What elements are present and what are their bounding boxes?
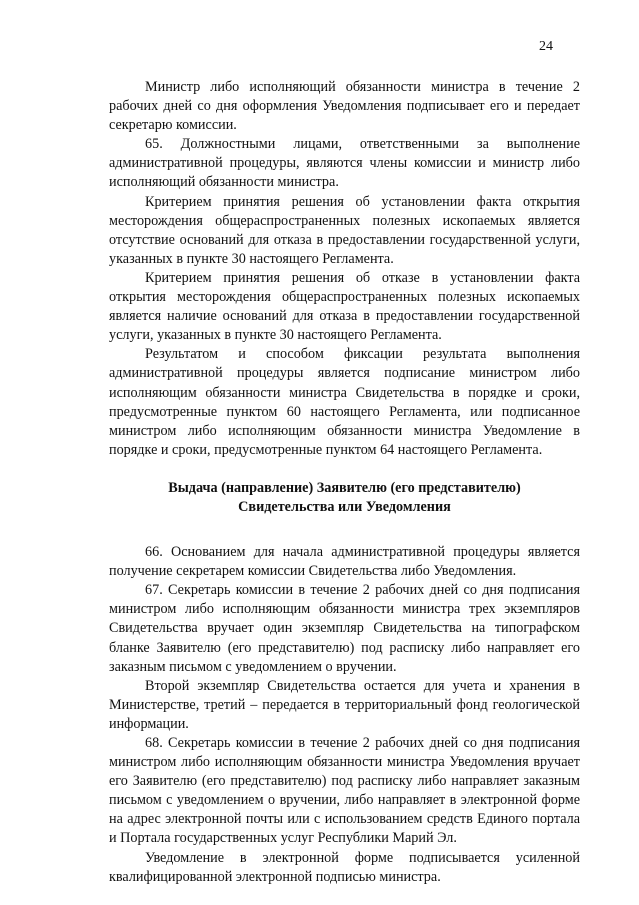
- section-approval-criteria: [109, 78, 580, 460]
- paragraph-result-fixation: Результатом и способом фиксации результата выполнения административной процедуры является подписание министром либо исполняющим обязанности министра Свидетельства в порядке и сроки, предусмотренные пунктом 60 настоящего Регламента, или подписанное министром либо исполняющим обязанности министра Уведомление в порядке и сроки, предусмотренные пунктом 64 настоящего Регламента.: [109, 346, 580, 458]
- section-heading-line-1: Выдача (направление) Заявителю (его представителю): [168, 479, 521, 496]
- section-heading: [109, 479, 580, 517]
- paragraph-68-notice-delivery: 68. Секретарь комиссии в течение 2 рабочих дней со дня подписания министром либо исполняющим обязанности министра Уведомления вручает его Заявителю (его представителю) под расписку либо направляет заказным письмом с уведомлением о вручении, либо направляет в электронной форме на адрес электронной почты или с использованием средств Единого портала и Портала государственных услуг Республики Марий Эл.: [109, 735, 580, 847]
- paragraph-electronic-signature: Уведомление в электронной форме подписывается усиленной квалифицированной электронной подписью министра.: [109, 849, 580, 885]
- paragraph-minister-signs: Министр либо исполняющий обязанности министра в течение 2 рабочих дней со дня оформления Уведомления подписывает его и передает секретарю комиссии.: [109, 79, 580, 134]
- paragraph-65-responsible-officials: 65. Должностными лицами, ответственными за выполнение административной процедуры, являются члены комиссии и министр либо исполняющий обязанности министра.: [109, 136, 580, 191]
- section-heading-line-2: Свидетельства или Уведомления: [238, 498, 451, 515]
- paragraph-criterion-establishment: Критерием принятия решения об установлении факта открытия месторождения общераспространенных полезных ископаемых является отсутствие оснований для отказа в предоставлении государственной услуги, указанных в пункте 30 настоящего Регламента.: [109, 193, 580, 267]
- page-number: 24: [539, 39, 553, 54]
- paragraph-66-basis: 66. Основанием для начала административной процедуры является получение секретарем комиссии Свидетельства либо Уведомления.: [109, 544, 580, 580]
- section-issuance: [109, 543, 580, 887]
- document-body: [109, 78, 580, 887]
- paragraph-67-certificate-delivery: 67. Секретарь комиссии в течение 2 рабочих дней со дня подписания министром либо исполняющим обязанности министра трех экземпляров Свидетельства вручает один экземпляр Свидетельства на типографском бланке Заявителю (его представителю) под расписку либо направляет его заказным письмом с уведомлением о вручении.: [109, 582, 580, 675]
- paragraph-second-copy: Второй экземпляр Свидетельства остается для учета и хранения в Министерстве, третий – передается в территориальный фонд геологической информации.: [109, 677, 580, 732]
- paragraph-criterion-refusal: Критерием принятия решения об отказе в установлении факта открытия месторождения общераспространенных полезных ископаемых является наличие оснований для отказа в предоставлении государственной услуги, указанных в пункте 30 настоящего Регламента.: [109, 269, 580, 344]
